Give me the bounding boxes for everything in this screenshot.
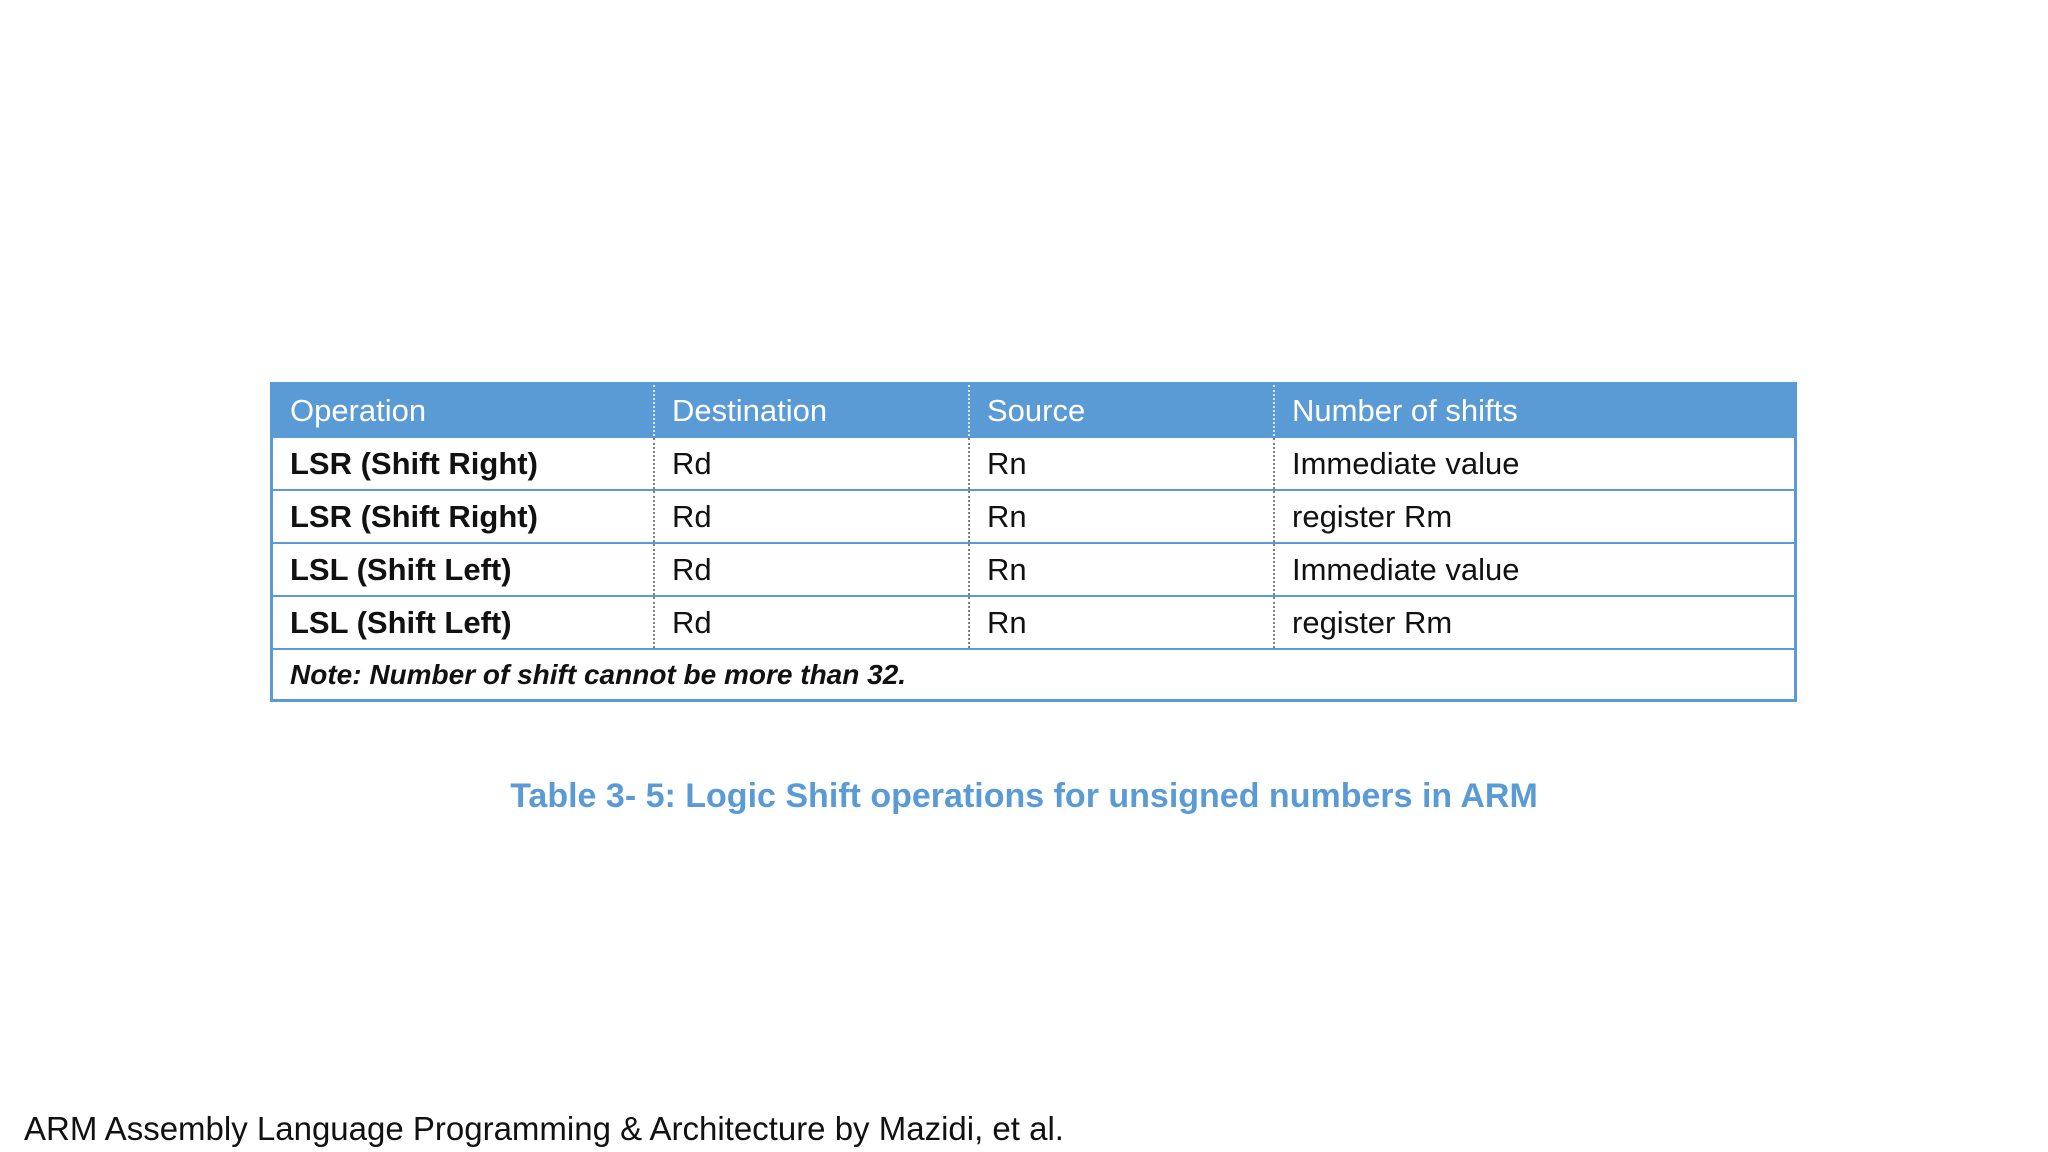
cell-operation: LSL (Shift Left) xyxy=(273,596,654,649)
table-row xyxy=(273,490,1794,543)
table-row xyxy=(273,596,1794,649)
header-number-of-shifts: Number of shifts xyxy=(1274,385,1794,437)
cell-destination: Rd xyxy=(654,437,969,490)
table-note: Note: Number of shift cannot be more than 32. xyxy=(273,649,1794,699)
cell-operation: LSR (Shift Right) xyxy=(273,437,654,490)
header-operation: Operation xyxy=(273,385,654,437)
header-source: Source xyxy=(969,385,1274,437)
cell-destination: Rd xyxy=(654,596,969,649)
cell-operation: LSR (Shift Right) xyxy=(273,490,654,543)
table-caption: Table 3- 5: Logic Shift operations for unsigned numbers in ARM xyxy=(510,777,1538,815)
cell-destination: Rd xyxy=(654,543,969,596)
cell-number-of-shifts: register Rm xyxy=(1274,596,1794,649)
table-note-row xyxy=(273,649,1794,699)
table-row xyxy=(273,437,1794,490)
cell-number-of-shifts: Immediate value xyxy=(1274,437,1794,490)
cell-destination: Rd xyxy=(654,490,969,543)
cell-number-of-shifts: Immediate value xyxy=(1274,543,1794,596)
footer-credit: ARM Assembly Language Programming & Architecture by Mazidi, et al. xyxy=(24,1110,1064,1147)
cell-number-of-shifts: register Rm xyxy=(1274,490,1794,543)
table-row xyxy=(273,543,1794,596)
cell-source: Rn xyxy=(969,490,1274,543)
header-destination: Destination xyxy=(654,385,969,437)
shift-table xyxy=(273,385,1794,699)
cell-source: Rn xyxy=(969,596,1274,649)
cell-operation: LSL (Shift Left) xyxy=(273,543,654,596)
cell-source: Rn xyxy=(969,543,1274,596)
shift-operations-table xyxy=(270,382,1797,702)
table-header-row xyxy=(273,385,1794,437)
cell-source: Rn xyxy=(969,437,1274,490)
